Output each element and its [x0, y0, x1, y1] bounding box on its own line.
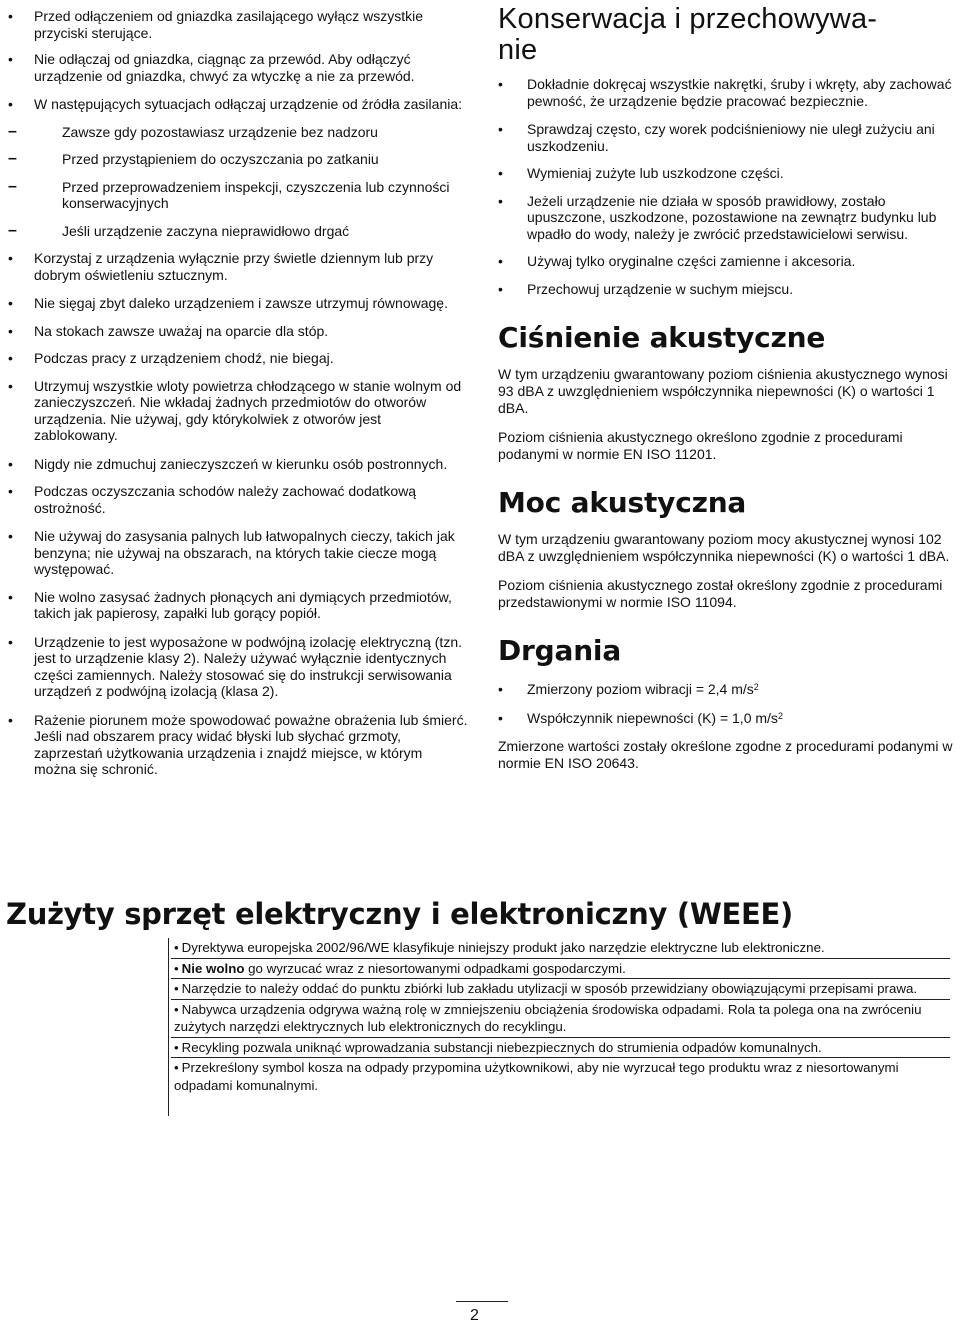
- section-title-sound-power: Moc akustyczna: [498, 486, 747, 519]
- maintenance-section: [498, 4, 960, 297]
- sound-power-section: [498, 487, 960, 611]
- paragraph: W tym urządzeniu gwarantowany poziom mocy akustycznej wynosi 102 dBA z uwzględnieniem współczynnika niepewności (K) o wartości 1 dBA.: [498, 531, 950, 564]
- sub-list-item: – Przed przeprowadzeniem inspekcji, czyszczenia lub czynności konserwacyjnych: [8, 179, 468, 212]
- sub-list-item: – Przed przystąpieniem do oczyszczania po zatkaniu: [8, 151, 468, 168]
- section-title-sound-pressure: Ciśnienie akustyczne: [498, 321, 826, 354]
- list-item: • Nigdy nie zdmuchuj zanieczyszczeń w kierunku osób postronnych.: [8, 456, 468, 473]
- list-item: • Nie sięgaj zbyt daleko urządzeniem i zawsze utrzymuj równowagę.: [8, 295, 468, 312]
- list-item: [171, 1037, 950, 1058]
- bullet: •: [174, 1060, 179, 1075]
- list-item: • Nie wolno zasysać żadnych płonących ani dymiących przedmiotów, takich jak papierosy, zapałki lub gorący popiół.: [8, 589, 468, 622]
- list-item: [171, 999, 950, 1037]
- emphasis: Nie wolno: [181, 960, 245, 976]
- list-item-text: go wyrzucać wraz z niesortowanymi odpadkami gospodarczymi.: [244, 960, 626, 976]
- list-item: • Podczas oczyszczania schodów należy zachować dodatkową ostrożność.: [8, 483, 468, 516]
- bullet: •: [174, 960, 179, 976]
- list-item: [498, 681, 960, 698]
- footer-rule: [456, 1301, 508, 1302]
- list-item: • Używaj tylko oryginalne części zamienne i akcesoria.: [498, 253, 960, 270]
- section-title-weee: Zużyty sprzęt elektryczny i elektroniczny (WEEE): [6, 897, 794, 931]
- bullet: •: [174, 940, 179, 955]
- list-item: • Sprawdzaj często, czy worek podciśnieniowy nie uległ zużyciu ani uszkodzeniu.: [498, 121, 960, 154]
- vibration-list: [498, 681, 960, 726]
- uncertainty-text: Współczynnik niepewności (K) = 1,0 m/s: [527, 709, 778, 726]
- right-column: [498, 0, 960, 772]
- list-item: • Nie odłączaj od gniazdka, ciągnąc za przewód. Aby odłączyć urządzenie od gniazdka, chwyć za wtyczkę a nie za przewód.: [8, 51, 468, 84]
- safety-list: [8, 8, 468, 778]
- sub-list-item: – Zawsze gdy pozostawiasz urządzenie bez nadzoru: [8, 124, 468, 141]
- list-item: • Nie używaj do zasysania palnych lub łatwopalnych cieczy, takich jak benzyna; nie używaj na obszarach, na których takie ciecze mogą występować.: [8, 528, 468, 578]
- paragraph: Poziom ciśnienia akustycznego został określony zgodnie z procedurami przedstawionymi w normie ISO 11094.: [498, 577, 943, 610]
- list-item: • Urządzenie to jest wyposażone w podwójną izolację elektryczną (tzn. jest to urządzenie klasy 2). Należy używać wyłącznie identycznych części zamiennych. Należy stosować się do instrukcji serwisowania urządzeń z podwójną izolacją (klasa 2).: [8, 634, 468, 700]
- section-title-maintenance: [498, 4, 960, 66]
- title-line: Konserwacja i przechowywa-: [498, 3, 878, 35]
- list-item: • Podczas pracy z urządzeniem chodź, nie biegaj.: [8, 350, 468, 367]
- list-item: [8, 96, 468, 239]
- title-line: nie: [498, 34, 538, 66]
- list-item-text: Przekreślony symbol kosza na odpady przypomina użytkownikowi, aby nie wyrzucał tego produktu wraz z niesortowanymi odpadami komunalnymi.: [174, 1060, 899, 1093]
- paragraph: Poziom ciśnienia akustycznego określono zgodnie z procedurami podanymi w normie EN ISO 11201.: [498, 429, 903, 462]
- weee-info-box: [171, 938, 950, 1095]
- bullet: •: [174, 1039, 179, 1055]
- section-title-vibration: Drgania: [498, 634, 622, 667]
- list-item: [171, 938, 950, 958]
- divider: [168, 938, 169, 1116]
- power-off-situations-list: [34, 124, 468, 240]
- vibration-level-text: Zmierzony poziom wibracji = 2,4 m/s: [527, 681, 754, 697]
- bullet: •: [174, 1001, 179, 1017]
- weee-list: [171, 938, 950, 1095]
- paragraph: W tym urządzeniu gwarantowany poziom ciśnienia akustycznego wynosi 93 dBA z uwzględnieniem współczynnika niepewności (K) o wartości 1 dBA.: [498, 366, 948, 416]
- list-item: [498, 710, 960, 727]
- paragraph: Zmierzone wartości zostały określone zgodne z procedurami podanymi w normie EN ISO 20643.: [498, 738, 953, 771]
- list-item-text: Recykling pozwala uniknąć wprowadzania substancji niebezpiecznych do strumienia odpadów komunalnych.: [181, 1039, 822, 1055]
- list-item-text: Dyrektywa europejska 2002/96/WE klasyfikuje niniejszy produkt jako narzędzie elektryczne lub elektroniczne.: [181, 940, 825, 955]
- list-item: • Korzystaj z urządzenia wyłącznie przy świetle dziennym lub przy dobrym oświetleniu sztucznym.: [8, 250, 468, 283]
- list-item: • Przechowuj urządzenie w suchym miejscu.: [498, 281, 960, 298]
- bullet: •: [174, 981, 179, 996]
- list-item-text: Nabywca urządzenia odgrywa ważną rolę w zmniejszeniu obciążenia środowiska odpadami. Rola ta polega ona na zwróceniu zużytych narzędzi elektrycznych lub elektronicznych do recyklingu.: [174, 1001, 922, 1034]
- sound-pressure-section: [498, 322, 960, 463]
- list-item: • Rażenie piorunem może spowodować poważne obrażenia lub śmierć. Jeśli nad obszarem pracy widać błyski lub słychać grzmoty, zaprzestań użytkowania urządzenia i znajdź miejsce, w którym można się schronić.: [8, 712, 468, 778]
- list-item: • Jeżeli urządzenie nie działa w sposób prawidłowy, zostało upuszczone, uszkodzone, pozostawione na zewnątrz budynku lub wpadło do wody, należy je zwrócić przedstawicielowi serwisu.: [498, 193, 960, 243]
- list-item: • Utrzymuj wszystkie wloty powietrza chłodzącego w stanie wolnym od zanieczyszczeń. Nie wkładaj żadnych przedmiotów do otworów urządzenia. Nie używaj, gdy którykolwiek z otworów jest zablokowany.: [8, 378, 468, 444]
- maintenance-list: [498, 76, 960, 297]
- list-item: • Wymieniaj zużyte lub uszkodzone części.: [498, 165, 960, 182]
- vibration-section: [498, 635, 960, 772]
- list-item-text: W następujących sytuacjach odłączaj urządzenie od źródła zasilania:: [34, 96, 463, 112]
- page-number: 2: [470, 1307, 479, 1324]
- list-item: • Na stokach zawsze uważaj na oparcie dla stóp.: [8, 323, 468, 340]
- list-item: [171, 958, 950, 979]
- list-item: [171, 1057, 950, 1095]
- superscript: 2: [753, 682, 759, 692]
- left-column: [8, 0, 468, 778]
- list-item: • Dokładnie dokręcaj wszystkie nakrętki, śruby i wkręty, aby zachować pewność, że urządzenie będzie pracować bezpiecznie.: [498, 76, 960, 109]
- sub-list-item: – Jeśli urządzenie zaczyna nieprawidłowo drgać: [8, 223, 468, 240]
- superscript: 2: [777, 710, 783, 721]
- list-item: [171, 978, 950, 999]
- list-item: • Przed odłączeniem od gniazdka zasilającego wyłącz wszystkie przyciski sterujące.: [8, 8, 468, 41]
- list-item-text: Narzędzie to należy oddać do punktu zbiórki lub zakładu utylizacji w sposób przewidziany obowiązującymi przepisami prawa.: [181, 981, 918, 996]
